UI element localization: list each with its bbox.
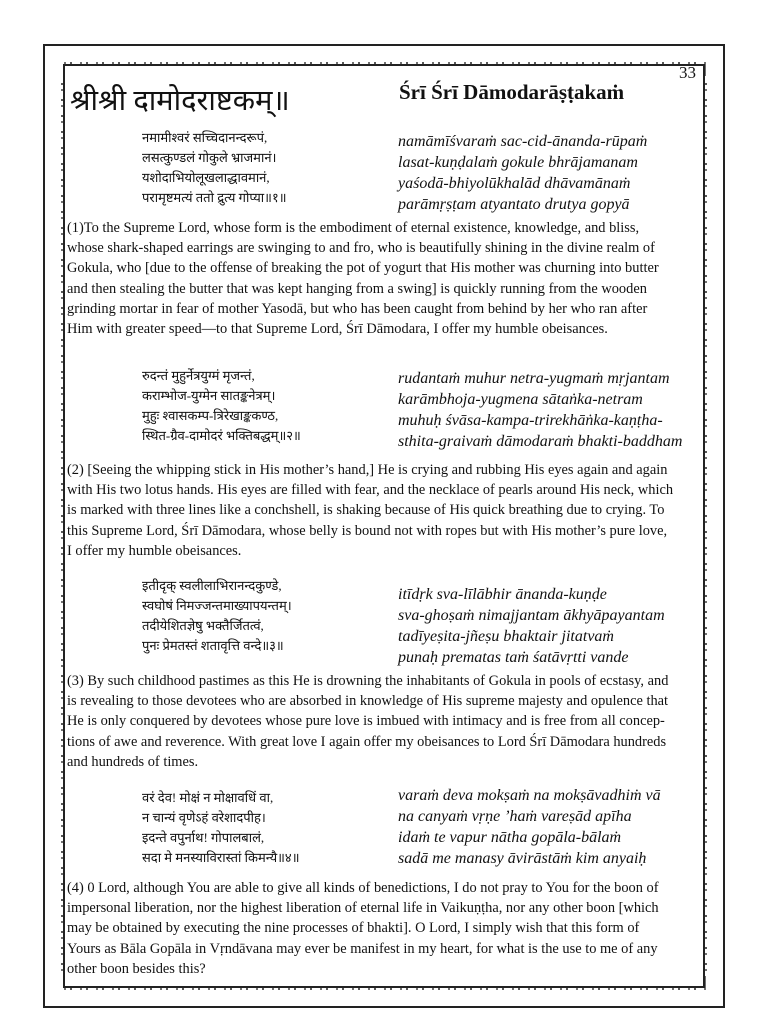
verse-line: sva-ghoṣaṁ nimajjantam ākhyāpayantam xyxy=(398,607,665,624)
verse-line: itīdṛk sva-līlābhir ānanda-kuṇḍe xyxy=(398,586,607,603)
translation-line: grinding mortar in fear of mother Yasodā, but who has been caught from behind by her who ran after xyxy=(67,300,648,317)
verse-line: परामृष्टमत्यं ततो द्रुत्य गोप्या॥१॥ xyxy=(142,190,287,205)
verse-4-transliteration xyxy=(398,785,661,869)
verse-line: स्थित-ग्रैव-दामोदरं भक्तिबद्धम्॥२॥ xyxy=(142,428,301,443)
translation-line: and hundreds of times. xyxy=(67,753,199,770)
verse-line: लसत्कुण्डलं गोकुले भ्राजमानं। xyxy=(142,150,277,165)
translation-line: this Supreme Lord, Śrī Dāmodara, whose belly is bound not with ropes but with His mother’s pure love, xyxy=(67,522,668,539)
translation-line: whose shark-shaped earrings are swinging to and fro, who is beautifully shining in the divine realm of xyxy=(67,240,655,257)
verse-line: sadā me manasy āvirāstāṁ kim anyaiḥ xyxy=(398,850,647,867)
verse-line: तदीयेशितज्ञेषु भक्तैर्जितत्वं, xyxy=(142,618,264,633)
translation-line: other boon besides this? xyxy=(67,960,206,977)
verse-1-transliteration xyxy=(398,131,647,215)
translation-line: may be obtained by executing the nine processes of bhakti]. O Lord, I simply wish that this form of xyxy=(67,920,640,937)
verse-line: parāmṛṣṭam atyantato drutya gopyā xyxy=(398,196,630,213)
translation-line: is marked with three lines like a conchshell, is shaking because of His quick breathing due to crying. To xyxy=(67,502,665,519)
translation-line: (1)To the Supreme Lord, whose form is the embodiment of eternal existence, knowledge, and bliss, xyxy=(67,220,640,236)
translation-line: and then stealing the butter that was kept hanging from a swing] is quickly running from the wooden xyxy=(67,280,647,297)
verse-line: न चान्यं वृणेऽहं वरेशादपीह। xyxy=(142,810,266,825)
translation-line: (2) [Seeing the whipping stick in His mother’s hand,] He is crying and rubbing His eyes again and again xyxy=(67,462,668,478)
verse-line: पुनः प्रेमतस्तं शतावृत्ति वन्दे॥३॥ xyxy=(142,638,284,653)
title-devanagari: श्रीश्री दामोदराष्टकम्॥ xyxy=(70,85,290,117)
verse-2-translation xyxy=(67,460,702,561)
verse-line: punaḥ prematas taṁ śatāvṛtti vande xyxy=(398,649,629,666)
translation-line: Yours as Bāla Gopāla in Vṛndāvana may ever be manifest in my heart, for what is the use to me of any xyxy=(67,940,658,957)
verse-2-transliteration xyxy=(398,368,682,452)
translation-line: I offer my humble obeisances. xyxy=(67,542,242,559)
verse-line: सदा मे मनस्याविरास्तां किमन्यै॥४॥ xyxy=(142,850,300,865)
verse-4-translation xyxy=(67,878,702,979)
verse-line: varaṁ deva mokṣaṁ na mokṣāvadhiṁ vā xyxy=(398,787,661,804)
verse-line: namāmīśvaraṁ sac-cid-ānanda-rūpaṁ xyxy=(398,133,648,150)
translation-line: (4) 0 Lord, although You are able to give all kinds of benedictions, I do not pray to You for the boon of xyxy=(67,880,659,896)
verse-2-devanagari xyxy=(142,366,301,446)
translation-line: Gokula, who [due to the offense of breaking the pot of yogurt that His mother was churning into butter xyxy=(67,260,659,277)
verse-1-devanagari xyxy=(142,128,287,208)
verse-line: karāmbhoja-yugmena sātaṅka-netram xyxy=(398,391,643,408)
page-number: 33 xyxy=(679,63,696,82)
verse-1-translation xyxy=(67,218,702,339)
verse-line: नमामीश्वरं सच्चिदानन्दरूपं, xyxy=(142,130,268,145)
verse-line: muhuḥ śvāsa-kampa-trirekhāṅka-kaṇṭha- xyxy=(398,412,663,429)
verse-line: इदन्ते वपुर्नाथ! गोपालबालं, xyxy=(142,830,265,845)
translation-line: He is only conquered by devotees whose pure love is imbued with intimacy and is free from all concep- xyxy=(67,713,665,730)
verse-3-transliteration xyxy=(398,584,665,668)
verse-line: रुदन्तं मुहुर्नेत्रयुग्मं मृजन्तं, xyxy=(142,368,255,383)
title-roman: Śrī Śrī Dāmodarāṣṭakaṁ xyxy=(399,80,625,104)
verse-line: tadīyeṣita-jñeṣu bhaktair jitatvaṁ xyxy=(398,628,614,645)
verse-line: वरं देव! मोक्षं न मोक्षावधिं वा, xyxy=(142,790,274,805)
translation-line: impersonal liberation, nor the highest liberation of eternal life in Vaikuṇṭha, nor any other boon [which xyxy=(67,900,659,917)
verse-line: स्वघोषं निमज्जन्तमाख्यापयन्तम्। xyxy=(142,598,292,613)
translation-line: with His two lotus hands. His eyes are filled with fear, and the necklace of pearls around His neck, which xyxy=(67,482,674,499)
verse-line: lasat-kuṇḍalaṁ gokule bhrājamanam xyxy=(398,154,638,171)
verse-line: rudantaṁ muhur netra-yugmaṁ mṛjantam xyxy=(398,370,670,387)
verse-line: na canyaṁ vṛṇe ’haṁ vareṣād apīha xyxy=(398,808,632,825)
translation-line: Him with greater speed—to that Supreme Lord, Śrī Dāmodara, I offer my humble obeisances. xyxy=(67,321,608,338)
verse-line: मुहुः श्वासकम्प-त्रिरेखाङ्ककण्ठ, xyxy=(142,408,279,423)
translation-line: (3) By such childhood pastimes as this He is drowning the inhabitants of Gokula in pools of ecstasy, and xyxy=(67,673,669,689)
translation-line: is revealing to those devotees who are absorbed in knowledge of His supreme majesty and opulence that xyxy=(67,693,669,710)
verse-line: कराम्भोज-युग्मेन सातङ्कनेत्रम्। xyxy=(142,388,276,403)
verse-3-translation xyxy=(67,671,702,772)
verse-line: idaṁ te vapur nātha gopāla-bālaṁ xyxy=(398,829,622,846)
verse-line: यशोदाभियोलूखलाद्धावमानं, xyxy=(142,170,270,185)
verse-4-devanagari xyxy=(142,788,299,868)
translation-line: tions of awe and reverence. With great love I again offer my obeisances to Lord Śrī Dāmodara hundreds xyxy=(67,733,667,750)
verse-line: sthita-graivaṁ dāmodaraṁ bhakti-baddham xyxy=(398,433,683,450)
verse-3-devanagari xyxy=(142,576,292,656)
verse-line: इतीदृक् स्वलीलाभिरानन्दकुण्डे, xyxy=(142,578,282,593)
verse-line: yaśodā-bhiyolūkhalād dhāvamānaṁ xyxy=(398,175,631,192)
